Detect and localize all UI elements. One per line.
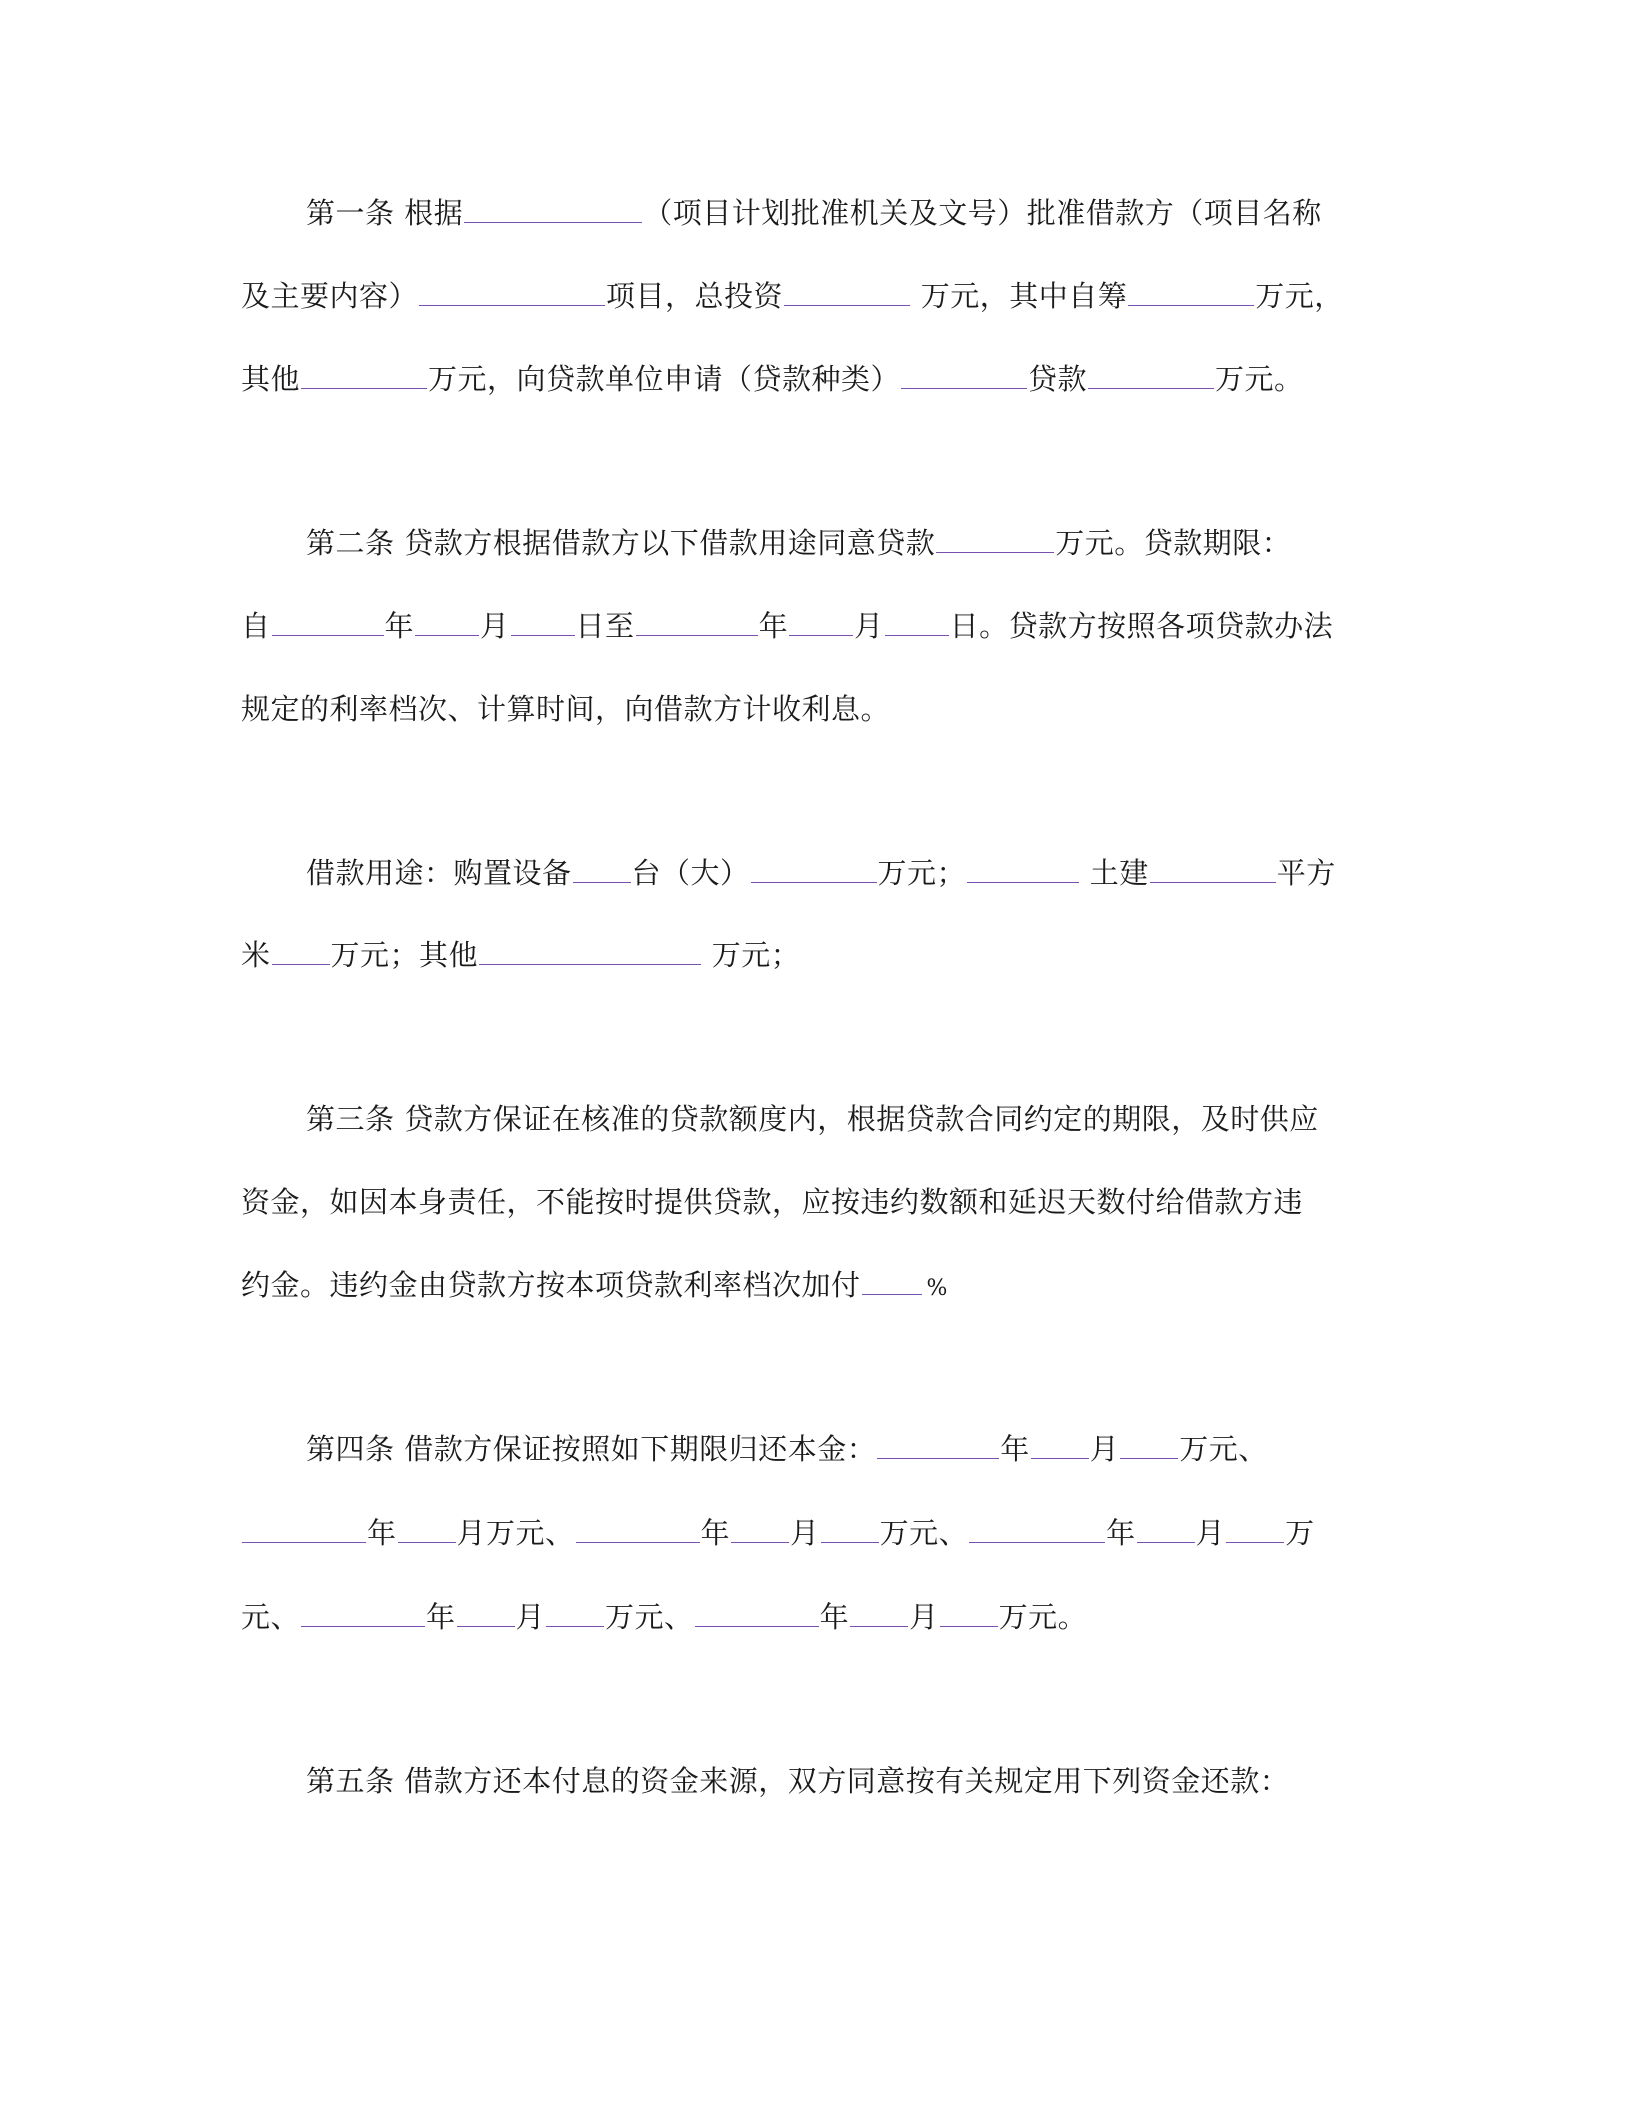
start-year-blank[interactable] bbox=[272, 605, 384, 636]
article-1-text: 贷款 bbox=[1028, 362, 1088, 396]
construction-amount-blank[interactable] bbox=[272, 934, 330, 965]
repay-1-year-blank[interactable] bbox=[877, 1428, 999, 1459]
repay-1-amount-blank[interactable] bbox=[1120, 1428, 1178, 1459]
usage-text: 米 bbox=[241, 938, 271, 972]
article-4-text: 万元。 bbox=[998, 1600, 1088, 1634]
repay-5-month-blank[interactable] bbox=[457, 1596, 515, 1627]
end-year-blank[interactable] bbox=[636, 605, 758, 636]
article-4-text: 万元、 bbox=[605, 1600, 694, 1634]
article-2-text: 自 bbox=[241, 609, 271, 643]
article-4-text: 年 bbox=[367, 1516, 397, 1550]
agreed-loan-blank[interactable] bbox=[936, 522, 1054, 553]
article-1-text: 项目，总投资 bbox=[606, 279, 784, 313]
article-2-text: 月 bbox=[480, 609, 510, 643]
article-2-heading: 第二条 贷款方根据借款方以下借款用途同意贷款 bbox=[306, 526, 936, 560]
loan-amount-blank[interactable] bbox=[1088, 358, 1214, 389]
equipment-count-blank[interactable] bbox=[573, 852, 631, 883]
article-2-text: 年 bbox=[384, 609, 415, 643]
usage-text: 万元； bbox=[877, 856, 967, 890]
article-4-text: 年 bbox=[700, 1516, 731, 1550]
article-4-text: 月 bbox=[790, 1516, 820, 1550]
article-2-text: 日至 bbox=[575, 609, 635, 643]
total-investment-blank[interactable] bbox=[784, 275, 910, 306]
misc-blank[interactable] bbox=[967, 852, 1079, 883]
usage-heading: 借款用途：购置设备 bbox=[306, 856, 572, 890]
usage-text: 台（大） bbox=[631, 856, 750, 890]
article-2-line-1 bbox=[306, 518, 1291, 568]
usage-line-1 bbox=[306, 848, 1336, 898]
repay-4-month-blank[interactable] bbox=[1137, 1512, 1195, 1543]
article-3-line-3 bbox=[241, 1260, 948, 1310]
article-3-line-1 bbox=[306, 1094, 1319, 1144]
self-raised-blank[interactable] bbox=[1128, 275, 1254, 306]
article-4-line-2 bbox=[241, 1508, 1315, 1558]
article-2-line-3 bbox=[241, 684, 890, 734]
article-4-text: 年 bbox=[819, 1600, 850, 1634]
article-2-text: 万元。贷款期限： bbox=[1055, 526, 1292, 560]
article-1-text: 其他 bbox=[241, 362, 301, 396]
article-3-text: 资金，如因本身责任，不能按时提供贷款，应按违约数额和延迟天数付给借款方违 bbox=[241, 1185, 1304, 1219]
article-4-text: 年 bbox=[1106, 1516, 1136, 1550]
article-1-line-1 bbox=[306, 188, 1322, 238]
approval-authority-blank[interactable] bbox=[464, 192, 642, 223]
article-4-text: 元、 bbox=[241, 1600, 301, 1634]
usage-text: 万元； bbox=[702, 938, 801, 972]
article-4-line-3 bbox=[241, 1592, 1087, 1642]
article-4-text: 月万元、 bbox=[456, 1516, 575, 1550]
percent-sign: % bbox=[926, 1276, 948, 1301]
article-4-text: 月 bbox=[1089, 1432, 1120, 1466]
article-1-text: 万元，向贷款单位申请（贷款种类） bbox=[428, 362, 901, 396]
other-funds-blank[interactable] bbox=[301, 358, 427, 389]
repay-2-year-blank[interactable] bbox=[242, 1512, 366, 1543]
article-4-text: 万 bbox=[1285, 1516, 1315, 1550]
repay-4-year-blank[interactable] bbox=[969, 1512, 1105, 1543]
article-5-line-1 bbox=[306, 1756, 1289, 1806]
article-4-text: 月 bbox=[1195, 1516, 1226, 1550]
repay-5-year-blank[interactable] bbox=[301, 1596, 425, 1627]
equipment-amount-blank[interactable] bbox=[751, 852, 877, 883]
loan-type-blank[interactable] bbox=[901, 358, 1027, 389]
usage-line-2 bbox=[241, 930, 800, 980]
project-name-blank[interactable] bbox=[419, 275, 605, 306]
repay-2-month-blank[interactable] bbox=[398, 1512, 456, 1543]
article-3-heading: 第三条 贷款方保证在核准的贷款额度内，根据贷款合同约定的期限，及时供应 bbox=[306, 1102, 1319, 1136]
repay-3-amount-blank[interactable] bbox=[821, 1512, 879, 1543]
article-2-text: 年 bbox=[758, 609, 789, 643]
article-4-text: 年 bbox=[1000, 1432, 1030, 1466]
repay-6-amount-blank[interactable] bbox=[940, 1596, 998, 1627]
other-usage-blank[interactable] bbox=[479, 934, 701, 965]
article-3-text: 约金。违约金由贷款方按本项贷款利率档次加付 bbox=[241, 1268, 861, 1302]
usage-text: 万元；其他 bbox=[330, 938, 479, 972]
article-4-text: 月 bbox=[909, 1600, 939, 1634]
article-2-text: 日。贷款方按照各项贷款办法 bbox=[949, 609, 1334, 643]
repay-5-amount-blank[interactable] bbox=[546, 1596, 604, 1627]
start-day-blank[interactable] bbox=[511, 605, 575, 636]
repay-1-month-blank[interactable] bbox=[1031, 1428, 1089, 1459]
penalty-rate-blank[interactable] bbox=[862, 1264, 922, 1295]
article-1-text: 及主要内容） bbox=[241, 279, 419, 313]
article-1-line-3 bbox=[241, 354, 1304, 404]
repay-3-year-blank[interactable] bbox=[576, 1512, 700, 1543]
article-2-text: 月 bbox=[854, 609, 884, 643]
usage-text: 土建 bbox=[1080, 856, 1149, 890]
article-1-text: 万元。 bbox=[1215, 362, 1304, 396]
end-month-blank[interactable] bbox=[789, 605, 853, 636]
usage-text: 平方 bbox=[1276, 856, 1336, 890]
article-1-line-2 bbox=[241, 271, 1344, 321]
construction-area-blank[interactable] bbox=[1150, 852, 1276, 883]
repay-4-amount-blank[interactable] bbox=[1226, 1512, 1284, 1543]
article-4-text: 万元、 bbox=[1179, 1432, 1268, 1466]
article-1-heading: 第一条 根据 bbox=[306, 196, 464, 230]
article-4-text: 月 bbox=[515, 1600, 546, 1634]
article-4-text: 万元、 bbox=[879, 1516, 969, 1550]
article-2-line-2 bbox=[241, 601, 1333, 651]
article-5-heading: 第五条 借款方还本付息的资金来源，双方同意按有关规定用下列资金还款： bbox=[306, 1764, 1290, 1798]
article-4-line-1 bbox=[306, 1424, 1268, 1474]
article-4-text: 年 bbox=[426, 1600, 456, 1634]
start-month-blank[interactable] bbox=[415, 605, 479, 636]
article-4-heading: 第四条 借款方保证按照如下期限归还本金： bbox=[306, 1432, 877, 1466]
article-1-text: 万元，其中自筹 bbox=[911, 279, 1128, 313]
repay-3-month-blank[interactable] bbox=[731, 1512, 789, 1543]
article-1-text: （项目计划批准机关及文号）批准借款方（项目名称 bbox=[643, 196, 1322, 230]
repay-6-month-blank[interactable] bbox=[850, 1596, 908, 1627]
article-1-text: 万元， bbox=[1255, 279, 1344, 313]
repay-6-year-blank[interactable] bbox=[695, 1596, 819, 1627]
article-2-text: 规定的利率档次、计算时间，向借款方计收利息。 bbox=[241, 692, 891, 726]
end-day-blank[interactable] bbox=[885, 605, 949, 636]
article-3-line-2 bbox=[241, 1177, 1303, 1227]
